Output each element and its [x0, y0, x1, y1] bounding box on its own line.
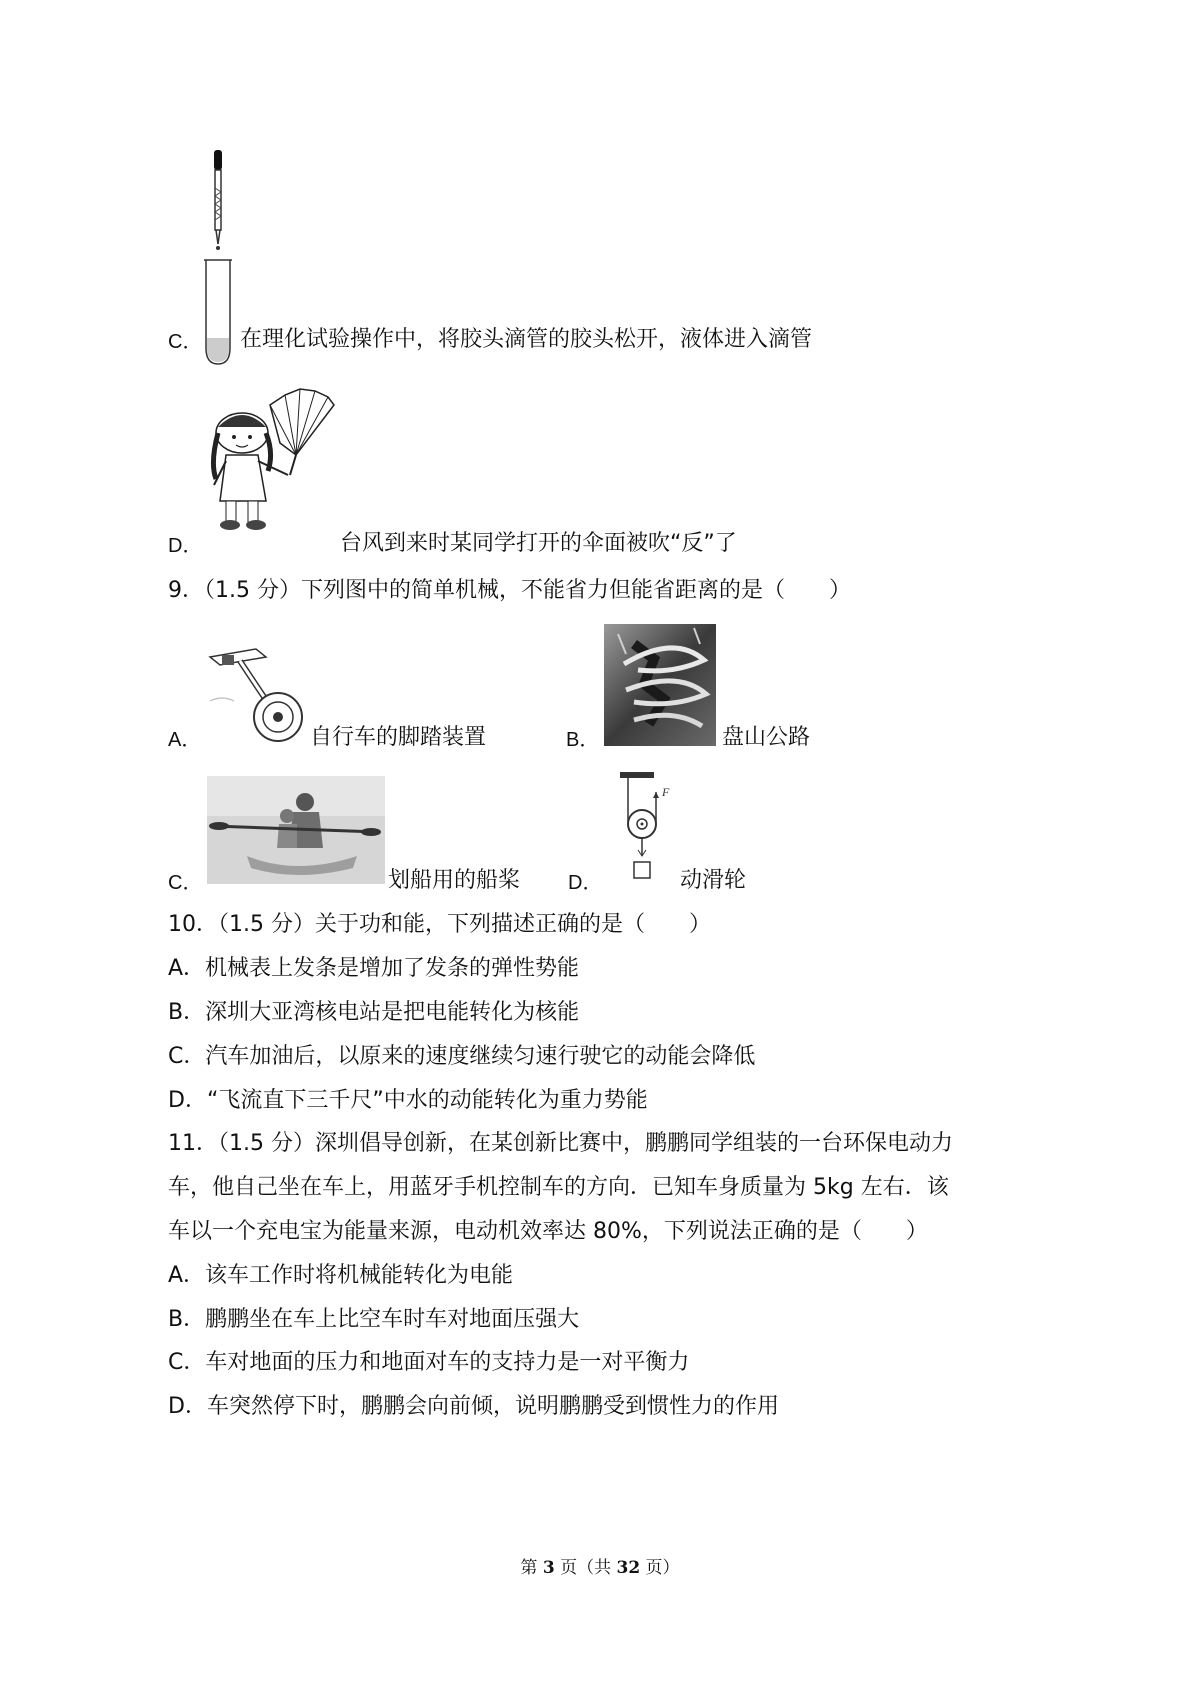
footer-page-number: 3 — [542, 1558, 555, 1578]
q11-option-d: D．车突然停下时，鹏鹏会向前倾，说明鹏鹏受到惯性力的作用 — [168, 1394, 779, 1419]
q9-option-d-label: D． — [568, 872, 603, 894]
q10-option-b: B．深圳大亚湾核电站是把电能转化为核能 — [168, 1000, 580, 1025]
q11-stem-line-1: 11．（1.5 分）深圳倡导创新，在某创新比赛中，鹏鹏同学组装的一台环保电动力 — [168, 1131, 953, 1156]
q9-option-a-text: 自行车的脚踏装置 — [310, 725, 487, 750]
q10-option-d: D．“飞流直下三千尺”中水的动能转化为重力势能 — [168, 1088, 648, 1113]
q8-option-d-text: 台风到来时某同学打开的伞面被吹“反”了 — [340, 531, 737, 556]
footer-suffix: 页） — [640, 1558, 680, 1578]
q11-stem-line-2: 车，他自己坐在车上，用蓝牙手机控制车的方向．已知车身质量为 5kg 左右．该 — [168, 1175, 949, 1200]
q9-option-b-label: B． — [566, 729, 600, 751]
q11-option-a: A．该车工作时将机械能转化为电能 — [168, 1263, 514, 1288]
q11-option-b: B．鹏鹏坐在车上比空车时车对地面压强大 — [168, 1307, 580, 1332]
q10-option-c: C．汽车加油后，以原来的速度继续匀速行驶它的动能会降低 — [168, 1044, 756, 1069]
footer-prefix: 第 — [520, 1558, 543, 1578]
umbrella-girl-figure — [200, 383, 340, 533]
q8-option-d-label: D． — [168, 535, 203, 557]
bicycle-pedal-figure — [204, 643, 309, 743]
q8-option-c-label: C． — [168, 331, 203, 353]
movable-pulley-figure — [610, 770, 682, 888]
boat-paddle-figure — [207, 776, 385, 884]
q9-option-b-text: 盘山公路 — [722, 725, 811, 750]
q9-option-c-text: 划船用的船桨 — [388, 868, 521, 893]
q10-option-a: A．机械表上发条是增加了发条的弹性势能 — [168, 956, 580, 981]
q10-stem: 10．（1.5 分）关于功和能，下列描述正确的是（ ） — [168, 912, 711, 937]
q11-stem-line-3: 车以一个充电宝为能量来源，电动机效率达 80%，下列说法正确的是（ ） — [168, 1219, 928, 1244]
q11-option-c: C．车对地面的压力和地面对车的支持力是一对平衡力 — [168, 1350, 690, 1375]
q9-stem: 9．（1.5 分）下列图中的简单机械，不能省力但能省距离的是（ ） — [168, 578, 851, 603]
q9-option-c-label: C． — [168, 872, 203, 894]
q8-option-c-text: 在理化试验操作中，将胶头滴管的胶头松开，液体进入滴管 — [240, 327, 813, 352]
q9-option-a-label: A． — [168, 729, 202, 751]
mountain-road-figure — [604, 624, 716, 746]
page-footer — [0, 1553, 1200, 1578]
footer-total-pages: 32 — [616, 1558, 641, 1578]
dropper-figure — [198, 148, 238, 373]
pulley-force-label: F — [662, 785, 670, 799]
footer-middle: 页（共 — [554, 1558, 617, 1578]
q9-option-d-text: 动滑轮 — [680, 868, 747, 893]
